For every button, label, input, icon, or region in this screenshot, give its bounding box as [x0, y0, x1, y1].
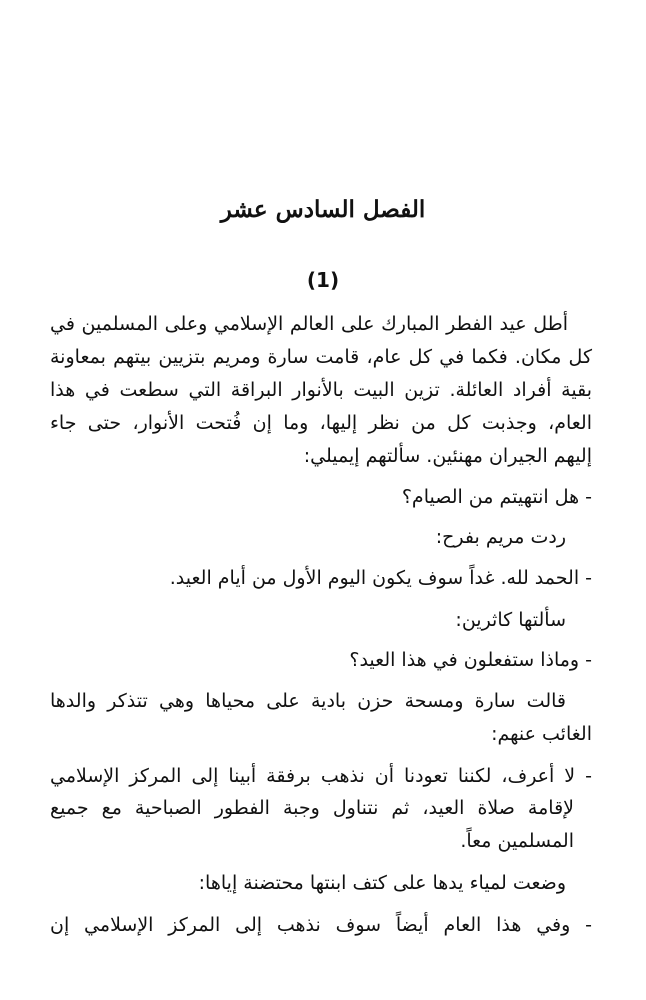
- paragraph-line: أطل عيد الفطر المبارك على العالم الإسلامي وعلى المسلمين في: [50, 313, 568, 335]
- paragraph-line: كل مكان. فكما في كل عام، قامت سارة ومريم بتزيين بيتهم بمعاونة: [50, 346, 592, 368]
- narration-line: ردت مريم بفرح:: [435, 526, 566, 548]
- narration-line: الغائب عنهم:: [491, 723, 592, 745]
- section-number: (1): [306, 268, 340, 292]
- narration-line: قالت سارة ومسحة حزن بادية على محياها وهي تتذكر والدها: [50, 690, 566, 712]
- dialogue-line: - وماذا ستفعلون في هذا العيد؟: [349, 649, 592, 671]
- narration-line: سألتها كاثرين:: [455, 609, 566, 631]
- paragraph-line: بقية أفراد العائلة. تزين البيت بالأنوار البراقة التي سطعت في هذا: [50, 379, 592, 401]
- paragraph-line: إليهم الجيران مهنئين. سألتهم إيميلي:: [303, 445, 592, 467]
- dialogue-line: - الحمد لله. غداً سوف يكون اليوم الأول من أيام العيد.: [169, 567, 592, 589]
- dialogue-line: لإقامة صلاة العيد، ثم نتناول وجبة الفطور الصباحية مع جميع: [50, 797, 574, 819]
- chapter-title: الفصل السادس عشر: [220, 196, 426, 223]
- dialogue-line: المسلمين معاً.: [460, 830, 574, 852]
- paragraph-line: العام، وجذبت كل من نظر إليها، وما إن فُتحت الأنوار، حتى جاء: [50, 412, 592, 434]
- dialogue-line: - لا أعرف، لكننا تعودنا أن نذهب برفقة أبينا إلى المركز الإسلامي: [50, 765, 592, 787]
- dialogue-line: - وفي هذا العام أيضاً سوف نذهب إلى المركز الإسلامي إن: [50, 914, 592, 936]
- narration-line: وضعت لمياء يدها على كتف ابنتها محتضنة إياها:: [198, 872, 566, 894]
- dialogue-line: - هل انتهيتم من الصيام؟: [401, 486, 592, 508]
